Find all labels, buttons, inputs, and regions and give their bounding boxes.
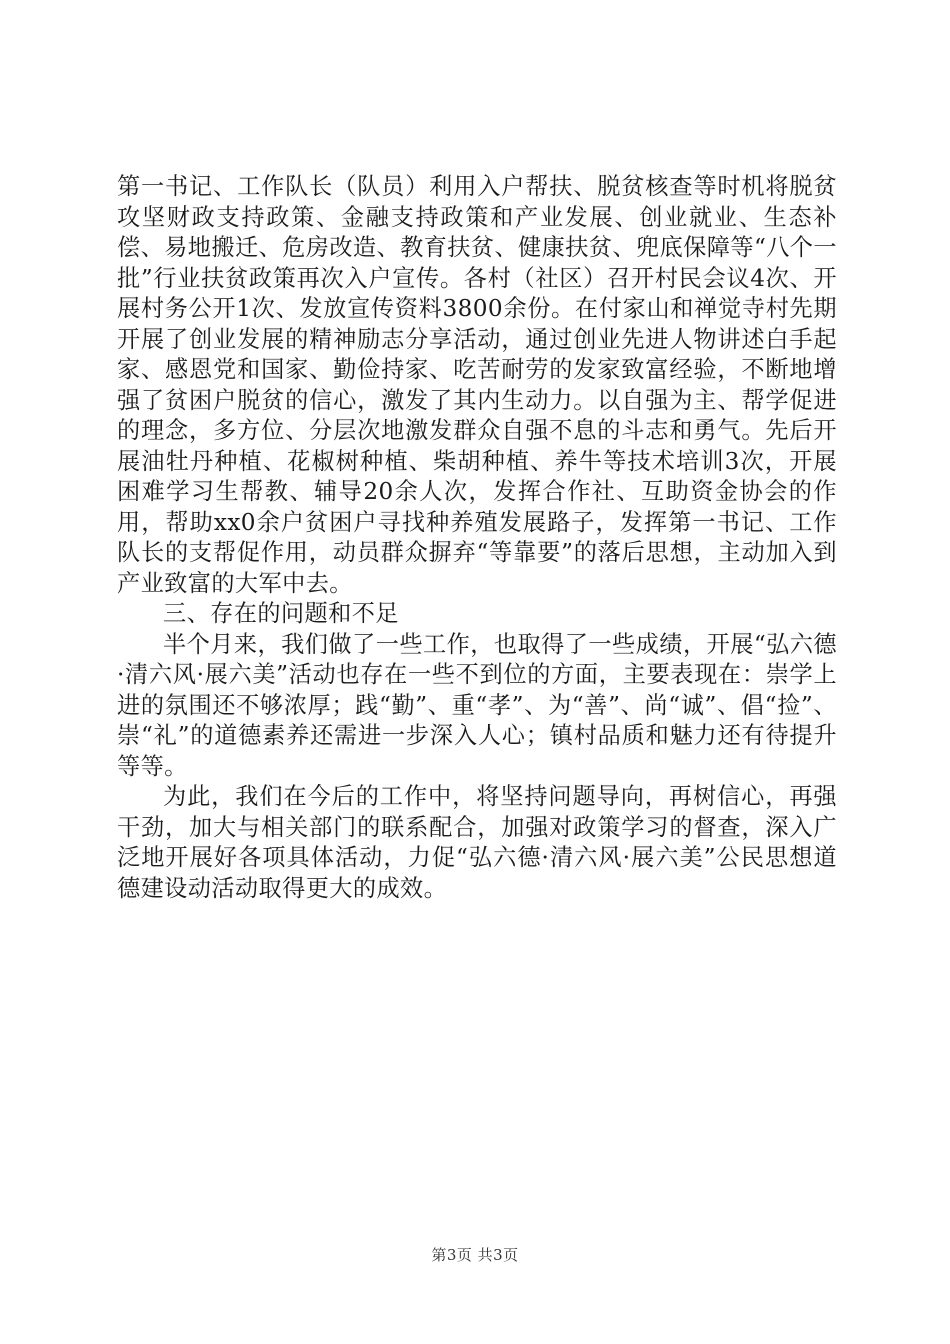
paragraph-poverty-policy: 第一书记、工作队长（队员）利用入户帮扶、脱贫核查等时机将脱贫攻坚财政支持政策、金融支持政策和产业发展、创业就业、生态补偿、易地搬迁、危房改造、教育扶贫、健康扶贫、兜底保障等“八个一批”行业扶贫政策再次入户宣传。各村（社区）召开村民会议4次、开展村务公开1次、发放宣传资料3800余份。在付家山和禅觉寺村先期开展了创业发展的精神励志分享活动，通过创业先进人物讲述白手起家、感恩党和国家、勤俭持家、吃苦耐劳的发家致富经验，不断地增强了贫困户脱贫的信心，激发了其内生动力。以自强为主、帮学促进的理念，多方位、分层次地激发群众自强不息的斗志和勇气。先后开展油牡丹种植、花椒树种植、柴胡种植、养牛等技术培训3次，开展困难学习生帮教、辅导20余人次，发挥合作社、互助资金协会的作用，帮助xx0余户贫困户寻找种养殖发展路子，发挥第一书记、工作队长的支帮促作用，动员群众摒弃“等靠要”的落后思想，主动加入到产业致富的大军中去。 bbox=[117, 173, 837, 597]
section-heading-problems: 三、存在的问题和不足 bbox=[163, 600, 399, 627]
document-body bbox=[117, 172, 837, 904]
page-footer: 第3页 共3页 bbox=[431, 1246, 519, 1264]
paragraph-future-work: 为此，我们在今后的工作中，将坚持问题导向，再树信心，再强干劲，加大与相关部门的联系配合，加强对政策学习的督查，深入广泛地开展好各项具体活动，力促“弘六德·清六风·展六美”公民思想道德建设动活动取得更大的成效。 bbox=[117, 783, 837, 902]
paragraph-problems: 半个月来，我们做了一些工作，也取得了一些成绩，开展“弘六德·清六风·展六美”活动也存在一些不到位的方面，主要表现在：崇学上进的氛围还不够浓厚；践“勤”、重“孝”、为“善”、尚“诚”、倡“捡”、崇“礼”的道德素养还需进一步深入人心；镇村品质和魅力还有待提升等等。 bbox=[117, 630, 837, 780]
